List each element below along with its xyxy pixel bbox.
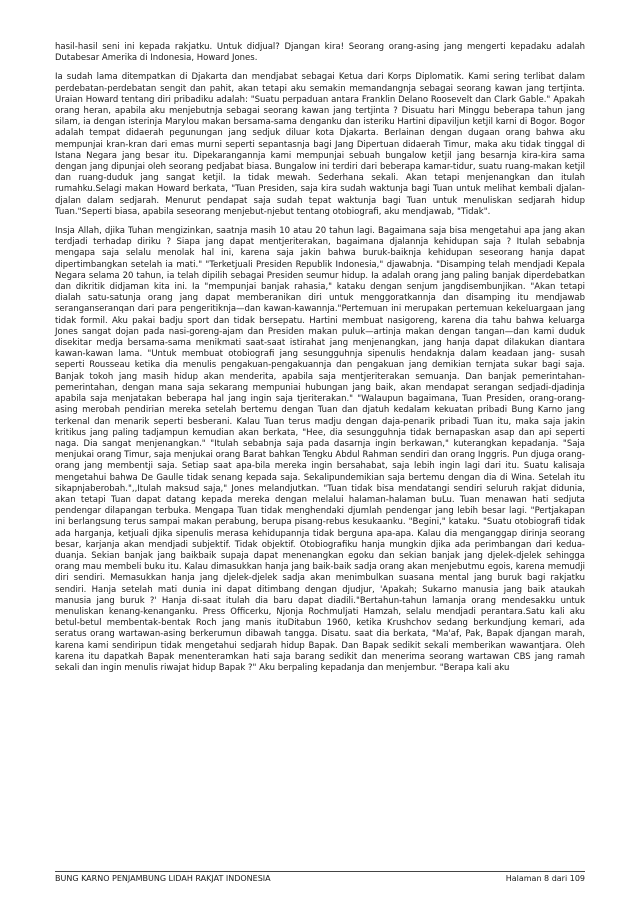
footer-page-number: Halaman 8 dari 109 bbox=[505, 874, 585, 883]
paragraph-2: Ia sudah lama ditempatkan di Djakarta dan mendjabat sebagai Ketua dari Korps Diplomatik. Kami sering terlibat dalam perdebatan-perdebatan sengit dan pahit, akan tetapi aku semakin memandangnja sebagai seorang kawan jang tertjinta. Uraian Howard tentang diri pribadiku adalah: "Suatu perpaduan antara Franklin Delano Roosevelt dan Clark Gable." Apakah orang heran, apabila aku menjebutnja sebagai seorang kawan jang tertjinta ? Disuatu hari Minggu beberapa tahun jang silam, ia dengan isterinja Marylou makan bersama-sama denganku dan isteriku Hartini dipaviljun ketjil karni di Bogor. Bogor adalah tempat didaerah pegunungan jang sedjuk diluar kota Djakarta. Berlainan dengan dugaan orang bahwa aku mempunjai kran-kran dari emas murni seperti sepantasnja bagi Jang Dipertuan didaerah Timur, maka aku tidak tinggal di Istana Negara jang besar itu. Dipekarangannja kami mempunjai sebuah bungalow ketjil jang besarnja kira-kira sama dengan jang dipunjai oleh seorang pedjabat biasa. Bungalow ini terdiri dari beberapa kamar-tidur, suatu ruang-makan ketjil dan ruang-duduk jang sangat ketjil. Ia tidak mewah. Sederhana sekali. Akan tetapi menjenangkan dan itulah rumahku.Selagi makan Howard berkata, "Tuan Presiden, saja kira sudah waktunja bagi Tuan untuk melihat kembali djalan-djalan dalam sedjarah. Menurut pendapat saja sudah tepat waktunja bagi Tuan untuk menuliskan sedjarah hidup Tuan."Seperti biasa, apabila seseorang menjebut-njebut tentang otobiografi, aku mendjawab, "Tidak". bbox=[55, 72, 585, 217]
footer-title: BUNG KARNO PENJAMBUNG LIDAH RAKJAT INDONESIA bbox=[55, 874, 271, 883]
document-body bbox=[55, 42, 585, 682]
page-footer bbox=[55, 871, 585, 883]
paragraph-1: hasil-hasil seni ini kepada rakjatku. Untuk didjual? Djangan kira! Seorang orang-asing jang mengerti kepadaku adalah Dutabesar Amerika di Indonesia, Howard Jones. bbox=[55, 42, 585, 64]
paragraph-3: Insja Allah, djika Tuhan mengizinkan, saatnja masih 10 atau 20 tahun lagi. Bagaimana saja bisa mengetahui apa jang akan terdjadi terhadap diriku ? Siapa jang dapat mentjeriterakan, bagaimana djalannja kehidupan saja ? Itulah sebabnja mengapa saja selalu menolak hal ini, karena saja jakin bahwa buruk-baiknja kehidupan seseorang hanja dapat dipertimbangkan setelah ia mati." "Terketjuali Presiden Republik Indonesia," djawabnja. "Disamping telah mendjadi Kepala Negara selama 20 tahun, ia telah dipilih sebagai Presiden seumur hidup. Ia adalah orang jang paling banjak diperdebatkan dan dikritik didjaman kita ini. Ia "mempunjai banjak rahasia," kataku dengan senjum jangdisembunjikan. "Akan tetapi dialah satu-satunja orang jang dapat memberanikan diri untuk menggoratkannja dan disamping itu mendjawab seranganseranqan dari para pengeritiknja—dan kawan-kawannja."Pertemuan ini merupakan pertemuan kekeluargaan jang tidak formil. Aku pakai badju sport dan tidak bersepatu. Hartini membuat nasigoreng, karena dia tahu bahwa keluarga Jones sangat dojan pada nasi-goreng-ajam dan Presiden makan puluk—artinja makan dengan tangan—dan kami duduk disekitar medja bersama-sama menikmati saat-saat istirahat jang menjenangkan, jang hanja dapat dilakukan diantara kawan-kawan lama. "Untuk membuat otobiografi jang sesungguhnja sipenulis hendaknja dalam keadaan jang- susah seperti Rousseau ketika dia menulis pengakuan-pengakuannja dan pengakuan jang demikian ternjata sukar bagi saja. Banjak tokoh jang masih hidup akan menderita, apabila saja mentjeriterakan semuanja. Dan banjak pemerintahan-pemerintahan, dengan mana saja sekarang mempuniai hubungan jang baik, akan mendapat serangan sedjadi-djadinja apabila saja menjatakan beberapa hal jang ingin saja tjeriterakan." "Walaupun bagaimana, Tuan Presiden, orang-orang-asing merobah pendirian mereka setelah bertemu dengan Tuan dan djatuh kedalam kekuatan pribadi Bung Karno jang terkenal dan menarik seperti besberani. Kalau Tuan terus madju dengan daja-penarik pribadi Tuan itu, maka saja jakin kritikus jang paling tadjampun kemudian akan berkata, "Hee, dia sesungguhnja tidak bernapaskan asap dan api seperti naga. Dia sangat menjenangkan." "Itulah sebabnja saja pada dasarnja ingin berkawan," kuterangkan kepadanja. "Saja menjukai orang Timur, saja menjukai orang Barat bahkan Tengku Abdul Rahman sendiri dan orang Inggris. Pun djuga orang-orang jang membentji saja. Setiap saat apa-bila mereka ingin bersahabat, saja lebih ingin lagi dari itu. Suatu kalisaja mengetahui bahwa De Gaulle tidak senang kepada saja. Sekalipundemikian saja bertemu dengan dia di Wina. Setelah itu sikapnjaberobah.",,Itulah maksud saja," Jones melandjutkan. "Tuan tidak bisa mendatangi sendiri seluruh rakjat didunia, akan tetapi Tuan dapat datang kepada mereka dengan melalui halaman-halaman buLu. Tuan menawan hati sedjuta pendengar dilapangan terbuka. Mengapa Tuan tidak menghendaki djumlah pendengar jang lebih besar lagi. "Pertjakapan ini berlangsung terus sampai makan perabung, berupa pisang-rebus kesukaanku. "Begini," kataku. "Suatu otobiografi tidak ada harganja, ketjuali djika sipenulis merasa kehidupannja tidak berguna apa-apa. Kalau dia menganggap dirinja seorang besar, karjanja akan mendjadi subjektif. Tidak objektif. Otobiografiku hanja mungkin djika ada perimbangan dari kedua-duanja. Sekian banjak jang baikbaik supaja dapat menenangkan egoku dan sekian banjak jang djelek-djelek sehingga orang mau membeli buku itu. Kalau dimasukkan hanja jang baik-baik sadja orang akan menjebutmu egois, karena memudji diri sendiri. Memasukkan hanja jang djelek-djelek sadja akan menimbulkan suasana mental jang buruk bagi rakjatku sendiri. Hanja setelah mati dunia ini dapat ditimbang dengan djudjur, 'Apakah; Sukarno manusia jang baik ataukah manusia jang buruk ?' Hanja di-saat itulah dia baru dapat diadili."Bertahun-tahun lamanja orang mendesakku untuk menuliskan kenang-kenanganku. Press Officerku, Njonja Rochmuljati Hamzah, selalu mendjadi perantara.Satu kali aku betul-betul membentak-bentak Roch jang manis ituDitabun 1960, ketika Krushchov sedang berkundjung kemari, ada seratus orang wartawan-asing berkerumun dibawah tangga. Disatu. saat dia berkata, "Ma'af, Pak, Bapak djangan marah, karena kami sendiripun tidak mengetahui sedjarah hidup Bapak. Dan Bapak sedikit sekali memberikan wawantjara. Oleh karena itu dapatkah Bapak menenteramkan hati saja barang sedikit dan menerima seorang wartawan CBS jang ramah sekali dan ingin menulis riwajat hidup Bapak ?" Aku berpaling kepadanja dan menjembur. "Berapa kali aku bbox=[55, 226, 585, 673]
